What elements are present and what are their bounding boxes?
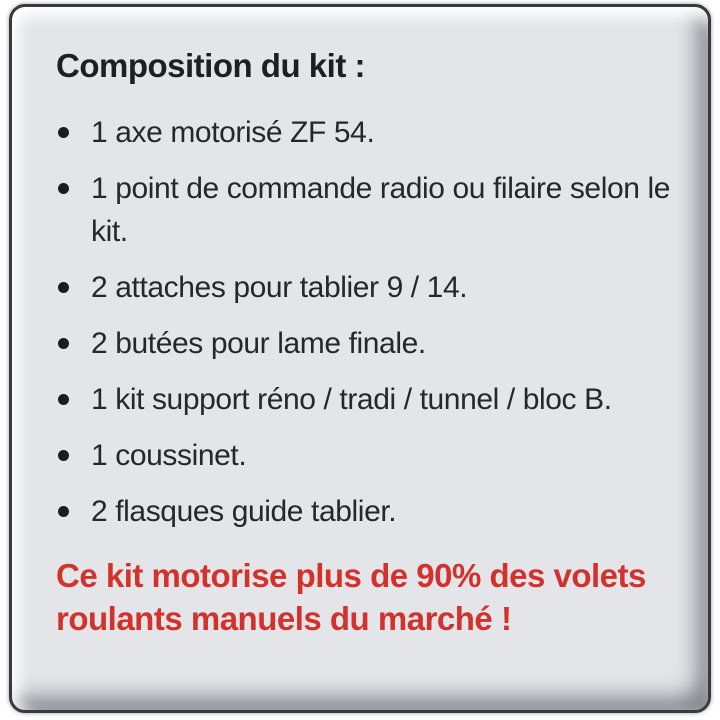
bullet-icon (58, 127, 69, 138)
kit-composition-panel (9, 4, 711, 713)
list-item-text: 2 flasques guide tablier. (91, 495, 397, 528)
bullet-icon (58, 450, 69, 461)
list-item (56, 322, 678, 365)
bullet-icon (58, 394, 69, 405)
bullet-icon (58, 282, 69, 293)
highlight-text: Ce kit motorise plus de 90% des volets roulants manuels du marché ! (56, 557, 646, 637)
bullet-icon (58, 183, 69, 194)
list-item (56, 490, 678, 533)
panel-title: Composition du kit : (56, 47, 365, 84)
list-item (56, 378, 678, 421)
list-item-text: 2 butées pour lame finale. (91, 327, 426, 360)
list-item (56, 111, 678, 154)
kit-item-list (56, 111, 678, 533)
bullet-icon (58, 338, 69, 349)
list-item-text: 1 kit support réno / tradi / tunnel / bloc B. (91, 383, 612, 416)
list-item-text: 1 coussinet. (91, 439, 247, 472)
bullet-icon (58, 506, 69, 517)
list-item-text: 1 point de commande radio ou filaire selon le kit. (91, 172, 671, 248)
list-item (56, 266, 678, 309)
list-item-text: 1 axe motorisé ZF 54. (91, 116, 375, 149)
list-item (56, 167, 678, 253)
list-item (56, 434, 678, 477)
list-item-text: 2 attaches pour tablier 9 / 14. (91, 271, 468, 304)
